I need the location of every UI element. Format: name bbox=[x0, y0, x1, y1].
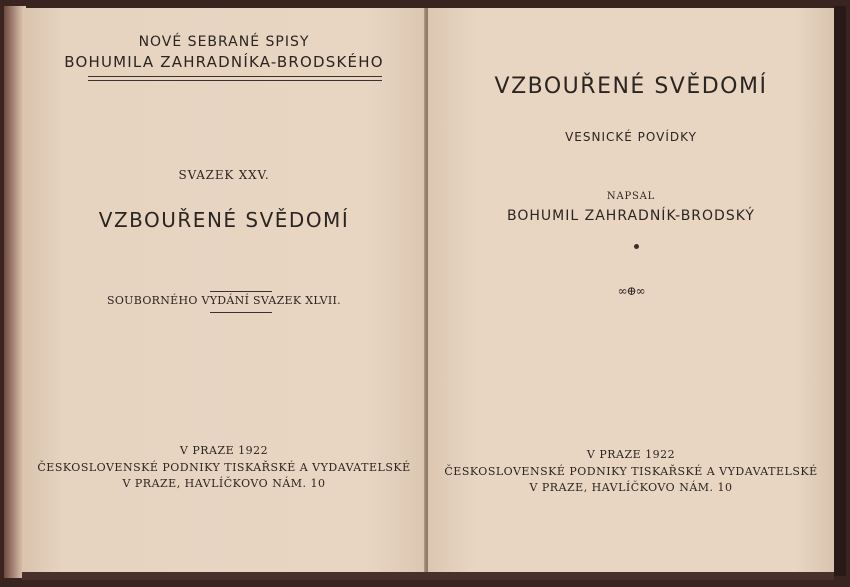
left-page bbox=[22, 8, 426, 574]
book-cover-right-edge bbox=[834, 6, 846, 576]
series-title-line1: NOVÉ SEBRANÉ SPISY bbox=[138, 34, 310, 50]
ornament-icon: ∞⊕∞ bbox=[617, 284, 645, 298]
half-title: VZBOUŘENÉ SVĚDOMÍ bbox=[98, 208, 350, 232]
publisher-address: V PRAZE, HAVLÍČKOVO NÁM. 10 bbox=[122, 477, 326, 490]
volume-number: SVAZEK XXV. bbox=[178, 168, 270, 182]
author-name: BOHUMIL ZAHRADNÍK-BRODSKÝ bbox=[507, 208, 755, 224]
double-rule-top bbox=[88, 76, 382, 77]
publisher-name: ČESKOSLOVENSKÉ PODNIKY TISKAŘSKÉ A VYDAVATELSKÉ bbox=[444, 465, 818, 478]
author-prefix: NAPSAL bbox=[606, 191, 656, 202]
edition-overline bbox=[210, 291, 272, 292]
publisher-address: V PRAZE, HAVLÍČKOVO NÁM. 10 bbox=[529, 481, 733, 494]
series-title-line2: BOHUMILA ZAHRADNÍKA-BRODSKÉHO bbox=[64, 53, 384, 71]
right-page bbox=[428, 8, 834, 574]
publisher-place-year: V PRAZE 1922 bbox=[586, 448, 676, 461]
book-subtitle: VESNICKÉ POVÍDKY bbox=[565, 130, 697, 144]
edition-underline bbox=[210, 312, 272, 313]
publisher-place-year: V PRAZE 1922 bbox=[179, 444, 269, 457]
double-rule-bottom bbox=[88, 80, 382, 81]
edition-volume: SOUBORNÉHO VYDÁNÍ SVAZEK XLVII. bbox=[107, 294, 341, 307]
book-cover-bottom-edge bbox=[22, 572, 834, 580]
bullet-dot-icon bbox=[634, 244, 639, 249]
book-title: VZBOUŘENÉ SVĚDOMÍ bbox=[494, 74, 768, 99]
publisher-name: ČESKOSLOVENSKÉ PODNIKY TISKAŘSKÉ A VYDAVATELSKÉ bbox=[37, 461, 411, 474]
